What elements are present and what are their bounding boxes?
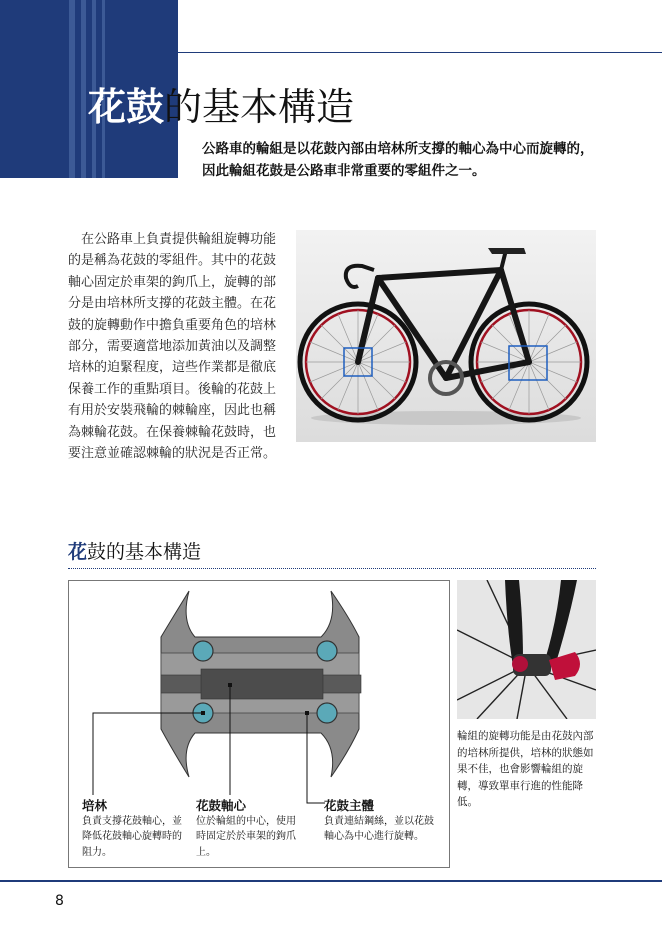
label-hub-body-title: 花鼓主體 <box>324 798 375 813</box>
bearing-top-left <box>193 641 213 661</box>
label-axle <box>196 798 304 860</box>
page-number: 8 <box>55 893 64 909</box>
label-bearing-title: 培林 <box>82 798 108 813</box>
bike-photo <box>296 230 596 442</box>
page-title-rest: 的基本構造 <box>164 85 355 129</box>
label-hub-body <box>324 798 434 845</box>
label-hub-body-text: 負責連結鋼絲，並以花鼓軸心為中心進行旋轉。 <box>324 816 434 843</box>
fork-hub-photo <box>457 580 596 719</box>
bearing-bottom-right <box>317 703 337 723</box>
label-bearing-text: 負責支撐花鼓軸心，並降低花鼓軸心旋轉時的阻力。 <box>82 816 182 858</box>
page-title <box>88 84 354 130</box>
fork-photo-caption: 輪組的旋轉功能是由花鼓內部的培林所提供，培林的狀態如果不佳，也會影響輪組的旋轉，導致單車行進的性能降低。 <box>457 730 594 809</box>
section-dotted-rule <box>68 568 596 569</box>
intro-paragraph: 在公路車上負責提供輪組旋轉功能的是稱為花鼓的零組件。其中的花鼓軸心固定於車架的鉤爪上，旋轉的部分是由培林所支撐的花鼓主體。在花鼓的旋轉動作中擔負重要角色的培林部分，需要適當地添加黃油以及調整培林的迫緊程度，這些作業都是徹底保養工作的重點項目。後輪的花鼓上有用於安裝飛輪的棘輪座，因此也稱為棘輪花鼓。在保養棘輪花鼓時，也要注意並確認棘輪的狀況是否正常。 <box>68 232 277 462</box>
footer-rule <box>0 880 662 882</box>
header-rule <box>178 52 662 53</box>
section-title <box>68 540 201 564</box>
label-axle-text: 位於輪組的中心，使用時固定於於車架的鉤爪上。 <box>196 816 296 858</box>
page-title-highlight: 花鼓 <box>88 85 165 129</box>
page-subtitle: 公路車的輪組是以花鼓內部由培林所支撐的軸心為中心而旋轉的，因此輪組花鼓是公路車非常重要的零組件之一。 <box>202 141 594 179</box>
label-bearing <box>82 798 182 860</box>
bearing-top-right <box>317 641 337 661</box>
section-title-rest: 鼓的基本構造 <box>87 541 202 563</box>
bike-illustration <box>296 230 596 442</box>
label-axle-title: 花鼓軸心 <box>196 798 247 813</box>
fork-hub-illustration <box>457 580 596 719</box>
section-title-highlight: 花 <box>68 541 88 563</box>
